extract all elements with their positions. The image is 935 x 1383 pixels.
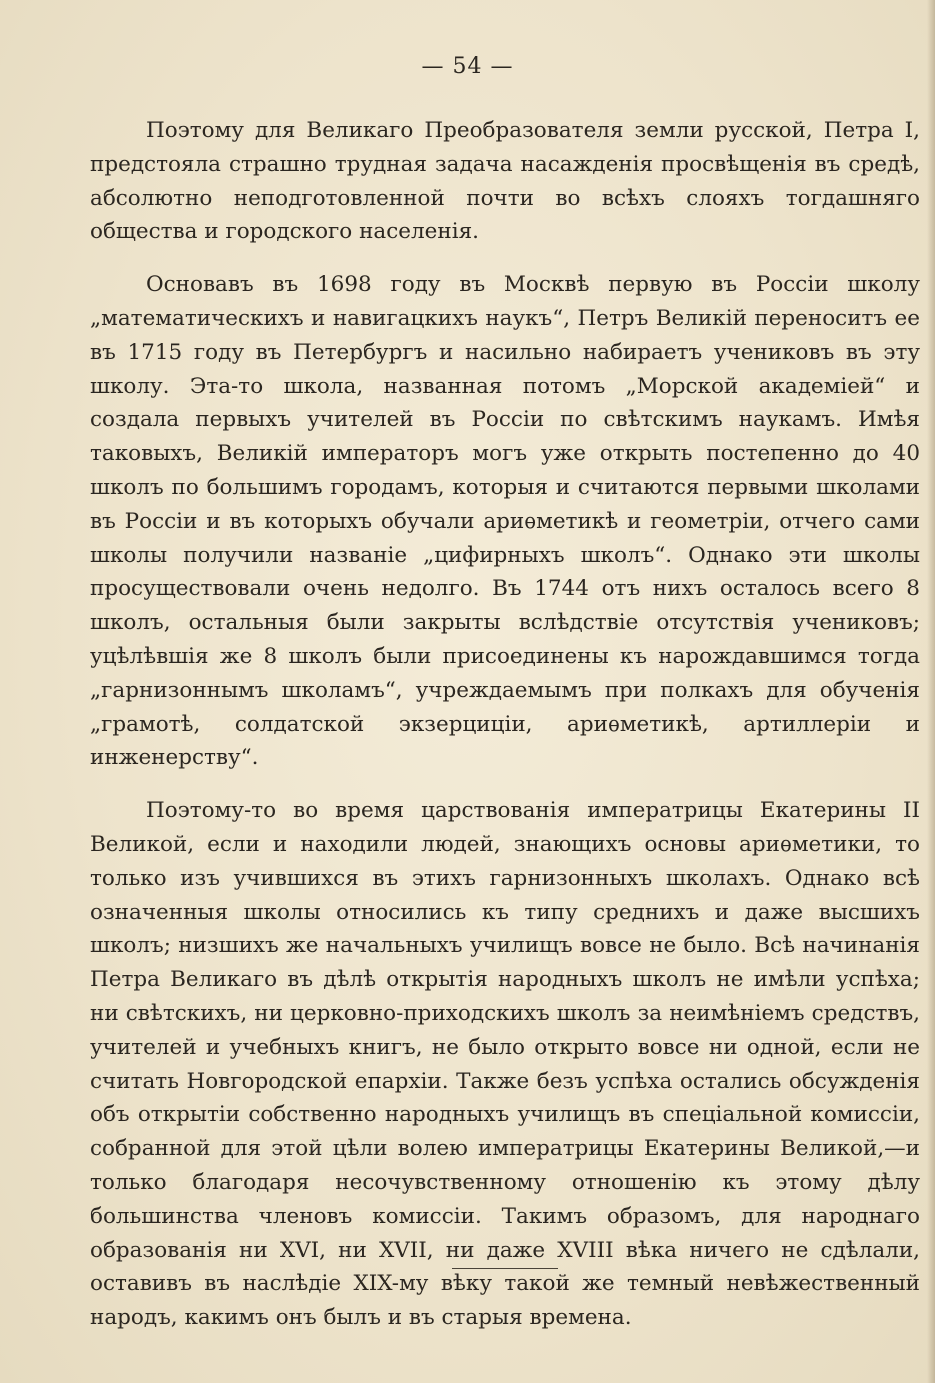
paragraph-2: Основавъ въ 1698 году въ Москвѣ первую въ Россіи школу „математическихъ и навигацкихъ наукъ“, Петръ Великій переноситъ ее въ 1715 году въ Петербургъ и насильно набираетъ учениковъ въ эту школу. Эта-то школа, названная потомъ „Морской академіей“ и создала первыхъ учителей въ Россіи по свѣтскимъ наукамъ. Имѣя таковыхъ, Великій императоръ могъ уже открыть постепенно до 40 школъ по большимъ городамъ, которыя и считаются первыми школами въ Россіи и въ которыхъ обучали ариѳметикѣ и геометріи, отчего сами школы получили названіе „цифирныхъ школъ“. Однако эти школы просуществовали очень недолго. Въ 1744 отъ нихъ осталось всего 8 школъ, остальныя были закрыты вслѣдствіе отсутствія учениковъ; уцѣлѣвшія же 8 школъ были присоединены къ нарождавшимся тогда „гарнизоннымъ школамъ“, учреждаемымъ при полкахъ для обученія „грамотѣ, солдатской экзерциціи, ариѳметикѣ, артиллеріи и инженерству“. <box>90 272 920 771</box>
page-number: — 54 — <box>421 54 514 79</box>
end-rule-divider <box>452 1268 558 1269</box>
page-body <box>90 114 920 1354</box>
paragraph-1: Поэтому для Великаго Преобразователя земли русской, Петра I, предстояла страшно трудная задача насажденія просвѣщенія въ средѣ, абсолютно неподготовленной почти во всѣхъ слояхъ тогдашняго общества и городского населенія. <box>90 118 920 245</box>
page-edge-shadow <box>927 0 935 1383</box>
paragraph-3: Поэтому-то во время царствованія императрицы Екатерины II Великой, если и находили людей, знающихъ основы ариѳметики, то только изъ учившихся въ этихъ гарнизонныхъ школахъ. Однако всѣ означенныя школы относились къ типу среднихъ и даже высшихъ школъ; низшихъ же начальныхъ училищъ вовсе не было. Всѣ начинанія Петра Великаго въ дѣлѣ открытія народныхъ школъ не имѣли успѣха; ни свѣтскихъ, ни церковно-приходскихъ школъ за неимѣніемъ средствъ, учителей и учебныхъ книгъ, не было открыто вовсе ни одной, если не считать Новгородской епархіи. Также безъ успѣха остались обсужденія объ открытіи собственно народныхъ училищъ въ спеціальной комиссіи, собранной для этой цѣли волею императрицы Екатерины Великой,—и только благодаря несочувственному отношенію къ этому дѣлу большинства членовъ комиссіи. Такимъ образомъ, для народнаго образованія ни XVI, ни XVII, ни даже XVIII вѣка ничего не сдѣлали, оставивъ въ наслѣдіе XIX-му вѣку такой же темный невѣжественный народъ, какимъ онъ былъ и въ старыя времена. <box>90 798 920 1331</box>
